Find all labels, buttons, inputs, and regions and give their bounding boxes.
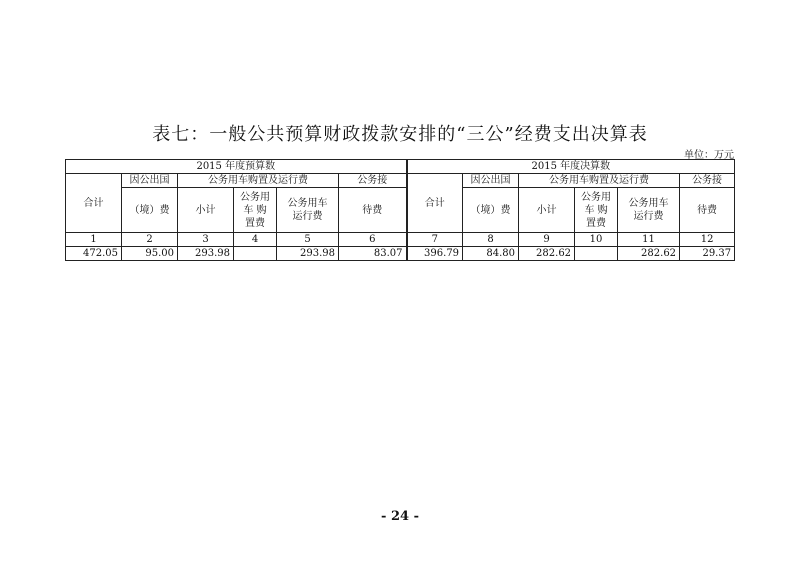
page-number: - 24 - xyxy=(381,509,419,524)
final-car-purchase-header: 公务用 车 购 置费 xyxy=(575,188,618,233)
value-cell: 293.98 xyxy=(178,247,234,261)
value-cell: 95.00 xyxy=(122,247,178,261)
value-cell: 472.05 xyxy=(66,247,122,261)
budget-car-group-header: 公务用车购置及运行费 xyxy=(178,174,339,188)
final-group-header: 2015 年度决算数 xyxy=(407,160,735,174)
budget-subtotal-header: 小计 xyxy=(178,188,234,233)
final-car-group-header: 公务用车购置及运行费 xyxy=(519,174,680,188)
unit-label: 单位：万元 xyxy=(684,150,734,161)
value-cell: 84.80 xyxy=(463,247,519,261)
budget-group-header: 2015 年度预算数 xyxy=(66,160,407,174)
column-number: 7 xyxy=(407,233,463,247)
column-number-row xyxy=(66,233,735,247)
expenditure-table xyxy=(65,159,735,261)
column-number: 8 xyxy=(463,233,519,247)
value-cell xyxy=(234,247,277,261)
budget-abroad-header-top: 因公出国 xyxy=(122,174,178,188)
value-cell: 83.07 xyxy=(339,247,407,261)
budget-total-header: 合计 xyxy=(66,174,122,233)
budget-car-operation-header: 公务用车 运行费 xyxy=(277,188,339,233)
column-number: 11 xyxy=(618,233,680,247)
final-reception-header-bottom: 待费 xyxy=(680,188,735,233)
column-number: 1 xyxy=(66,233,122,247)
value-cell: 293.98 xyxy=(277,247,339,261)
budget-car-purchase-header: 公务用 车 购 置费 xyxy=(234,188,277,233)
column-number: 12 xyxy=(680,233,735,247)
budget-reception-header-top: 公务接 xyxy=(339,174,407,188)
budget-abroad-header-bottom: （境）费 xyxy=(122,188,178,233)
final-reception-header-top: 公务接 xyxy=(680,174,735,188)
final-car-operation-header: 公务用车 运行费 xyxy=(618,188,680,233)
column-number: 10 xyxy=(575,233,618,247)
value-cell: 282.62 xyxy=(618,247,680,261)
value-cell: 282.62 xyxy=(519,247,575,261)
final-abroad-header-bottom: （境）费 xyxy=(463,188,519,233)
value-cell: 29.37 xyxy=(680,247,735,261)
table-title: 表七：一般公共预算财政拨款安排的“三公”经费支出决算表 xyxy=(152,124,648,145)
value-cell: 396.79 xyxy=(407,247,463,261)
value-cell xyxy=(575,247,618,261)
final-total-header: 合计 xyxy=(407,174,463,233)
column-number: 2 xyxy=(122,233,178,247)
final-abroad-header-top: 因公出国 xyxy=(463,174,519,188)
column-number: 4 xyxy=(234,233,277,247)
column-number: 9 xyxy=(519,233,575,247)
budget-reception-header-bottom: 待费 xyxy=(339,188,407,233)
column-number: 6 xyxy=(339,233,407,247)
final-subtotal-header: 小计 xyxy=(519,188,575,233)
column-number: 5 xyxy=(277,233,339,247)
column-number: 3 xyxy=(178,233,234,247)
table-row xyxy=(66,247,735,261)
